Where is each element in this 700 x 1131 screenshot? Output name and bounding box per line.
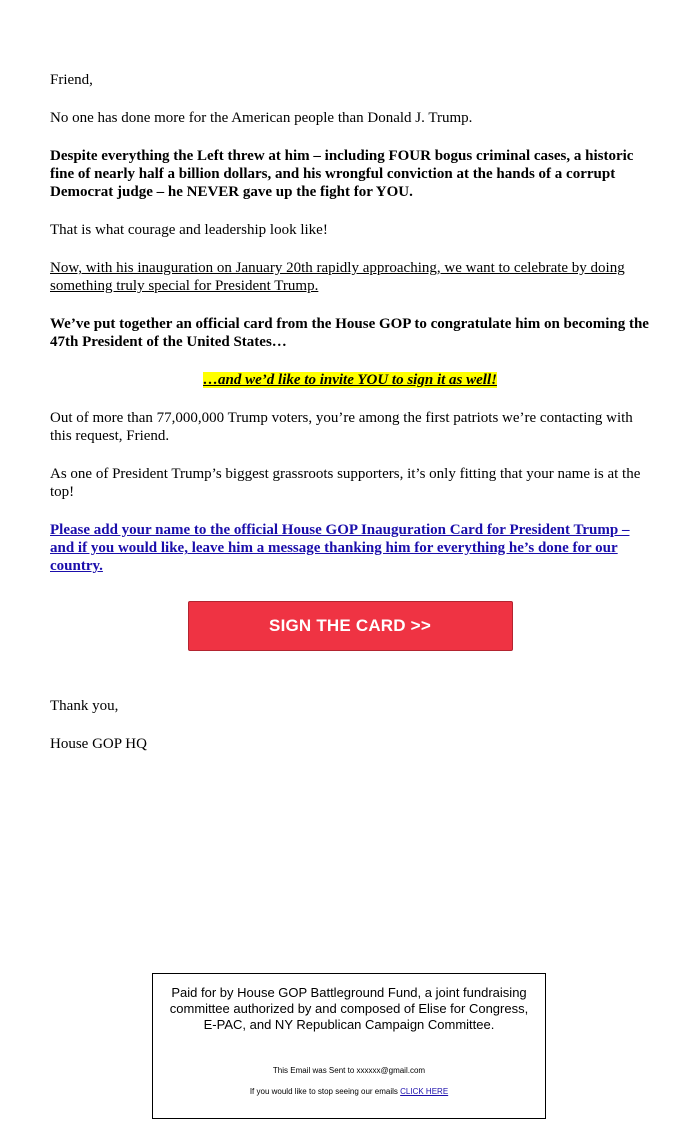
paid-for-disclaimer: Paid for by House GOP Battleground Fund, a joint fundraising committee authorized by and composed of Elise for Congress, E-PAC, and NY Republican Campaign Committee. <box>169 985 529 1032</box>
card-paragraph: We’ve put together an official card from the House GOP to congratulate him on becoming the 47th President of the United States… <box>50 316 649 350</box>
greeting: Friend, <box>50 72 93 88</box>
footer-box <box>152 973 546 1119</box>
intro-paragraph: No one has done more for the American people than Donald J. Trump. <box>50 110 473 126</box>
signature: House GOP HQ <box>50 736 147 752</box>
unsubscribe-link[interactable]: CLICK HERE <box>400 1087 449 1096</box>
invite-highlight: …and we’d like to invite YOU to sign it as well! <box>203 372 497 388</box>
courage-paragraph: That is what courage and leadership look like! <box>50 222 328 238</box>
unsubscribe-line <box>153 1086 545 1098</box>
signoff: Thank you, <box>50 698 119 714</box>
cta-container <box>50 601 650 651</box>
sign-card-link-paragraph <box>50 521 650 575</box>
voters-paragraph: Out of more than 77,000,000 Trump voters, you’re among the first patriots we’re contacting with this request, Friend. <box>50 410 633 444</box>
invite-line <box>50 371 650 389</box>
email-body <box>50 71 650 773</box>
inauguration-paragraph: Now, with his inauguration on January 20th rapidly approaching, we want to celebrate by doing something truly special for President Trump. <box>50 260 625 294</box>
sent-to-line: This Email was Sent to xxxxxx@gmail.com <box>272 1066 426 1075</box>
sign-card-link[interactable]: Please add your name to the official House GOP Inauguration Card for President Trump – and if you would like, leave him a message thanking him for everything he’s done for our country. <box>50 522 630 574</box>
bold-paragraph: Despite everything the Left threw at him – including FOUR bogus criminal cases, a historic fine of nearly half a billion dollars, and his wrongful conviction at the hands of a corrupt Democrat judge – he NEVER gave up the fight for YOU. <box>50 148 634 200</box>
unsubscribe-text: If you would like to stop seeing our emails <box>249 1087 398 1096</box>
supporters-paragraph: As one of President Trump’s biggest grassroots supporters, it’s only fitting that your name is at the top! <box>50 466 641 500</box>
sign-the-card-button[interactable]: SIGN THE CARD >> <box>188 601 513 651</box>
